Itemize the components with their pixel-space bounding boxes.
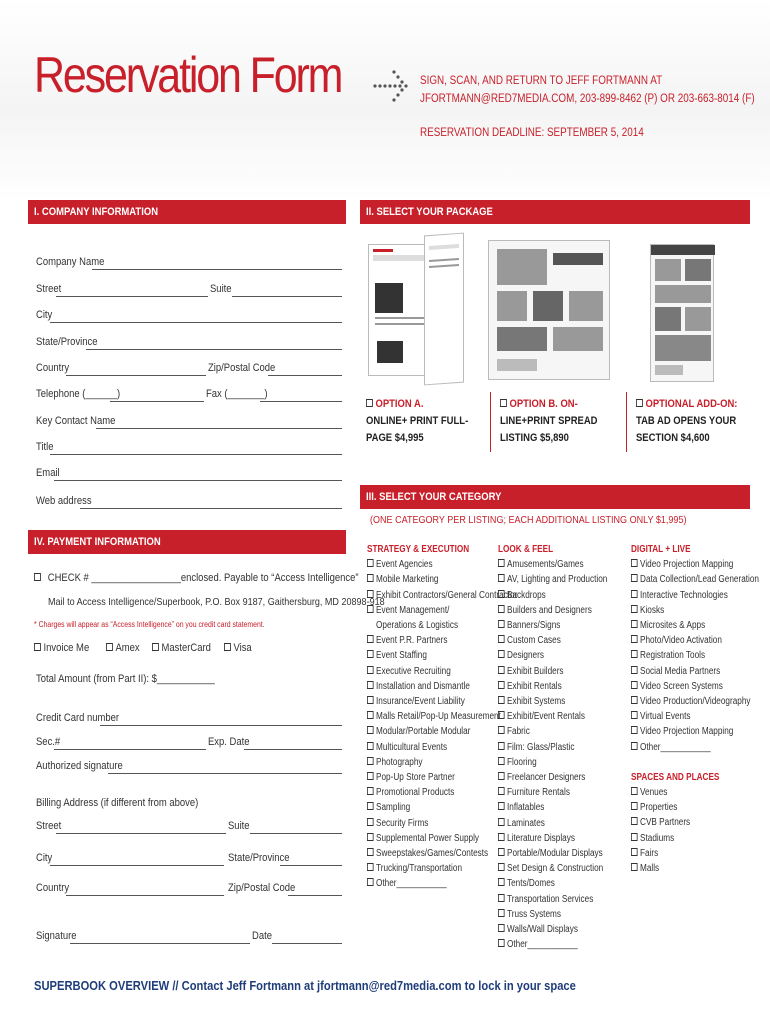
category-item[interactable] bbox=[367, 679, 517, 694]
checkbox-icon[interactable] bbox=[631, 635, 638, 643]
category-item[interactable] bbox=[631, 815, 759, 830]
option-add-on[interactable]: OPTIONAL ADD-ON: TAB AD OPENS YOUR SECTION $4,600 bbox=[636, 398, 738, 444]
checkbox-icon[interactable] bbox=[367, 863, 374, 871]
category-item[interactable] bbox=[367, 648, 517, 663]
category-item[interactable] bbox=[498, 557, 607, 572]
dotted-arrow-icon bbox=[372, 66, 412, 106]
checkbox-icon[interactable] bbox=[367, 848, 374, 856]
category-item-label: Backdrops bbox=[507, 589, 546, 601]
category-item[interactable] bbox=[498, 709, 607, 724]
category-item[interactable] bbox=[631, 633, 759, 648]
checkbox-icon[interactable] bbox=[498, 574, 505, 582]
checkbox-icon[interactable] bbox=[636, 399, 643, 407]
category-item[interactable] bbox=[498, 633, 607, 648]
checkbox-icon[interactable] bbox=[152, 643, 159, 651]
web-address-field[interactable]: Web address bbox=[36, 495, 342, 509]
category-item-label: Executive Recruiting bbox=[376, 665, 451, 677]
category-item[interactable] bbox=[631, 588, 759, 603]
billing-address-label: Billing Address (if different from above) bbox=[36, 797, 199, 809]
checkbox-icon[interactable] bbox=[366, 399, 373, 407]
category-item-label: Interactive Technologies bbox=[640, 589, 728, 601]
category-item-label: Custom Cases bbox=[507, 635, 561, 647]
category-item[interactable] bbox=[631, 557, 759, 572]
category-item[interactable] bbox=[367, 664, 517, 679]
page-title: Reservation Form bbox=[34, 47, 342, 103]
checkbox-icon[interactable] bbox=[367, 726, 374, 734]
option-a[interactable]: OPTION A. ONLINE+ PRINT FULL- PAGE $4,995 bbox=[366, 398, 469, 444]
checkbox-icon[interactable] bbox=[367, 650, 374, 658]
checkbox-icon[interactable] bbox=[498, 848, 505, 856]
category-item-label: Event Staffing bbox=[376, 650, 427, 662]
category-item-label: Modular/Portable Modular bbox=[376, 726, 471, 738]
category-item-label: Pop-Up Store Partner bbox=[376, 772, 455, 784]
authorized-signature-field[interactable]: Authorized signature bbox=[36, 760, 342, 774]
category-item[interactable] bbox=[498, 679, 607, 694]
checkbox-icon[interactable] bbox=[631, 817, 638, 825]
category-item-label: Multicultural Events bbox=[376, 741, 448, 753]
add-on-preview-image bbox=[650, 244, 714, 382]
checkbox-icon[interactable] bbox=[498, 605, 505, 613]
category-item[interactable] bbox=[498, 694, 607, 709]
checkbox-icon[interactable] bbox=[498, 909, 505, 917]
checkbox-icon[interactable] bbox=[498, 863, 505, 871]
option-b-preview-image bbox=[488, 240, 610, 380]
country-zip-field[interactable]: Country Zip/Postal Code bbox=[36, 362, 342, 376]
checkbox-icon[interactable] bbox=[498, 802, 505, 810]
category-item[interactable] bbox=[367, 831, 517, 846]
city-field[interactable]: City bbox=[36, 309, 342, 323]
checkbox-icon[interactable] bbox=[367, 742, 374, 750]
telephone-fax-field[interactable]: Telephone (______) Fax (_______) bbox=[36, 388, 342, 402]
category-item-label: Properties bbox=[640, 802, 678, 814]
category-item[interactable] bbox=[367, 876, 517, 891]
category-item-label: Truss Systems bbox=[507, 908, 561, 920]
category-column-look bbox=[498, 542, 631, 952]
category-item-label: CVB Partners bbox=[640, 817, 691, 829]
checkbox-icon[interactable] bbox=[498, 833, 505, 841]
section-company-header: I. COMPANY INFORMATION bbox=[28, 200, 346, 224]
checkbox-icon[interactable] bbox=[498, 757, 505, 765]
visa-option[interactable]: Visa bbox=[224, 642, 256, 654]
checkbox-icon[interactable] bbox=[498, 696, 505, 704]
category-item-label: Photography bbox=[376, 756, 423, 768]
category-item[interactable] bbox=[631, 572, 759, 587]
category-item-label: Other___________ bbox=[376, 878, 447, 890]
category-item[interactable] bbox=[498, 876, 607, 891]
category-item-label: Promotional Products bbox=[376, 787, 455, 799]
category-item[interactable] bbox=[631, 800, 759, 815]
checkbox-icon[interactable] bbox=[498, 924, 505, 932]
category-item-label: Supplemental Power Supply bbox=[376, 832, 480, 844]
category-item-label: Freelancer Designers bbox=[507, 772, 586, 784]
category-item[interactable] bbox=[498, 846, 607, 861]
category-item-label: Photo/Video Activation bbox=[640, 635, 722, 647]
checkbox-icon[interactable] bbox=[498, 939, 505, 947]
category-item-label: Exhibit Builders bbox=[507, 665, 564, 677]
category-item-label: Installation and Dismantle bbox=[376, 680, 470, 692]
category-item-label: Malls bbox=[640, 863, 660, 875]
credit-card-number-field[interactable]: Credit Card number bbox=[36, 712, 342, 726]
category-item[interactable] bbox=[367, 800, 517, 815]
billing-street-field[interactable]: Street Suite bbox=[36, 820, 342, 834]
option-b[interactable]: OPTION B. ON- LINE+PRINT SPREAD LISTING $5,890 bbox=[500, 398, 598, 444]
category-item[interactable] bbox=[367, 724, 517, 739]
category-item[interactable] bbox=[498, 603, 607, 618]
checkbox-icon[interactable] bbox=[631, 787, 638, 795]
checkbox-icon[interactable] bbox=[367, 681, 374, 689]
sec-exp-field[interactable]: Sec.# Exp. Date bbox=[36, 736, 342, 750]
checkbox-icon[interactable] bbox=[631, 605, 638, 613]
street-field[interactable]: Street Suite bbox=[36, 283, 342, 297]
checkbox-icon[interactable] bbox=[224, 643, 231, 651]
category-item[interactable] bbox=[367, 633, 517, 648]
category-item-label: Exhibit Systems bbox=[507, 696, 566, 708]
checkbox-icon[interactable] bbox=[498, 620, 505, 628]
category-column-digital bbox=[631, 542, 770, 876]
option-a-preview-back bbox=[424, 233, 464, 386]
checkbox-icon[interactable] bbox=[631, 848, 638, 856]
checkbox-icon[interactable] bbox=[498, 650, 505, 658]
checkbox-icon[interactable] bbox=[631, 802, 638, 810]
checkbox-icon[interactable] bbox=[631, 666, 638, 674]
checkbox-icon[interactable] bbox=[498, 590, 505, 598]
category-item-label: Laminates bbox=[507, 817, 545, 829]
checkbox-icon[interactable] bbox=[498, 666, 505, 674]
category-item[interactable] bbox=[631, 664, 759, 679]
key-contact-field[interactable]: Key Contact Name bbox=[36, 415, 342, 429]
checkbox-icon[interactable] bbox=[631, 681, 638, 689]
checkbox-icon[interactable] bbox=[367, 833, 374, 841]
checkbox-icon[interactable] bbox=[367, 696, 374, 704]
category-item[interactable] bbox=[367, 770, 517, 785]
checkbox-icon[interactable] bbox=[367, 757, 374, 765]
email-field[interactable]: Email bbox=[36, 467, 342, 481]
category-item[interactable] bbox=[498, 572, 607, 587]
checkbox-icon[interactable] bbox=[367, 818, 374, 826]
category-item[interactable] bbox=[631, 724, 759, 739]
category-item-label: Fabric bbox=[507, 726, 530, 738]
checkbox-icon[interactable] bbox=[631, 650, 638, 658]
checkbox-icon[interactable] bbox=[367, 772, 374, 780]
category-item[interactable] bbox=[367, 785, 517, 800]
instructions: SIGN, SCAN, AND RETURN TO JEFF FORTMANN AT JFORTMANN@RED7MEDIA.COM, 203-899-8462 (P) OR 203-663-8014 (F) bbox=[420, 75, 755, 105]
category-item[interactable] bbox=[631, 694, 759, 709]
category-item-label: Video Production/Videography bbox=[640, 696, 751, 708]
charges-note: * Charges will appear as “Access Intelligence” on you credit card statement. bbox=[34, 620, 265, 629]
category-item[interactable] bbox=[631, 861, 759, 876]
category-item[interactable] bbox=[498, 740, 607, 755]
category-item-label: Registration Tools bbox=[640, 650, 706, 662]
category-item-label: Designers bbox=[507, 650, 544, 662]
category-item[interactable] bbox=[498, 618, 607, 633]
category-item-label: Transportation Services bbox=[507, 893, 594, 905]
category-item[interactable] bbox=[498, 831, 607, 846]
checkbox-icon[interactable] bbox=[367, 635, 374, 643]
category-item-label: Venues bbox=[640, 787, 668, 799]
category-item[interactable] bbox=[498, 724, 607, 739]
category-item-label: Video Projection Mapping bbox=[640, 726, 734, 738]
checkbox-icon[interactable] bbox=[631, 696, 638, 704]
section-category-header: III. SELECT YOUR CATEGORY bbox=[360, 485, 750, 509]
category-item-label: Banners/Signs bbox=[507, 620, 561, 632]
category-item-label: Event Management/ bbox=[376, 604, 450, 616]
category-heading: LOOK & FEEL bbox=[498, 544, 554, 555]
category-item-label: Literature Displays bbox=[507, 832, 575, 844]
category-item-label: Video Projection Mapping bbox=[640, 559, 734, 571]
category-item-label: Insurance/Event Liability bbox=[376, 696, 465, 708]
category-item-label: Set Design & Construction bbox=[507, 863, 604, 875]
billing-city-field[interactable]: City State/Province bbox=[36, 852, 342, 866]
category-item-label: Film: Glass/Plastic bbox=[507, 741, 575, 753]
category-item-label: Mobile Marketing bbox=[376, 574, 439, 586]
company-name-field[interactable]: Company Name bbox=[36, 256, 342, 270]
category-item-label: Fairs bbox=[640, 847, 659, 859]
checkbox-icon[interactable] bbox=[498, 772, 505, 780]
category-item[interactable] bbox=[498, 770, 607, 785]
section-package-header: II. SELECT YOUR PACKAGE bbox=[360, 200, 750, 224]
category-item[interactable] bbox=[631, 679, 759, 694]
category-item[interactable] bbox=[498, 922, 607, 937]
category-item-label: Stadiums bbox=[640, 832, 675, 844]
category-item[interactable] bbox=[367, 755, 517, 770]
category-item[interactable] bbox=[631, 648, 759, 663]
category-item-label: Kiosks bbox=[640, 604, 665, 616]
category-item[interactable] bbox=[631, 709, 759, 724]
checkbox-icon[interactable] bbox=[106, 643, 113, 651]
category-item[interactable] bbox=[631, 740, 759, 755]
category-item-label: Malls Retail/Pop-Up Measurement bbox=[376, 711, 501, 723]
checkbox-icon[interactable] bbox=[631, 574, 638, 582]
category-item[interactable] bbox=[498, 861, 607, 876]
category-item[interactable] bbox=[367, 557, 517, 572]
amex-option[interactable]: Amex bbox=[106, 642, 145, 654]
category-item-label: Walls/Wall Displays bbox=[507, 924, 578, 936]
category-item[interactable] bbox=[498, 588, 607, 603]
category-item bbox=[367, 618, 517, 633]
category-item-label: Sweepstakes/Games/Contests bbox=[376, 848, 489, 860]
billing-country-zip-field[interactable]: Country Zip/Postal Code bbox=[36, 882, 342, 896]
category-item[interactable] bbox=[498, 816, 607, 831]
checkbox-icon[interactable] bbox=[34, 643, 41, 651]
checkbox-icon[interactable] bbox=[367, 802, 374, 810]
category-item[interactable] bbox=[367, 846, 517, 861]
checkbox-icon[interactable] bbox=[498, 635, 505, 643]
category-item-label: Furniture Rentals bbox=[507, 787, 570, 799]
checkbox-icon[interactable] bbox=[34, 573, 41, 581]
category-item[interactable] bbox=[498, 785, 607, 800]
category-item[interactable] bbox=[498, 937, 607, 952]
category-item-label: Virtual Events bbox=[640, 711, 691, 723]
category-item-label: Event P.R. Partners bbox=[376, 635, 448, 647]
category-item-label: Social Media Partners bbox=[640, 665, 721, 677]
checkbox-icon[interactable] bbox=[498, 742, 505, 750]
checkbox-icon[interactable] bbox=[631, 590, 638, 598]
category-item[interactable] bbox=[367, 694, 517, 709]
footer-contact: SUPERBOOK OVERVIEW // Contact Jeff Fortmann at jfortmann@red7media.com to lock in your space bbox=[34, 978, 576, 993]
checkbox-icon[interactable] bbox=[631, 863, 638, 871]
checkbox-icon[interactable] bbox=[367, 711, 374, 719]
category-item-label: Event Agencies bbox=[376, 559, 433, 571]
signature-date-field[interactable]: Signature Date bbox=[36, 930, 342, 944]
category-item-label: Tents/Domes bbox=[507, 878, 555, 890]
category-item-label: Data Collection/Lead Generation bbox=[640, 574, 759, 586]
checkbox-icon[interactable] bbox=[631, 620, 638, 628]
category-note: (ONE CATEGORY PER LISTING; EACH ADDITIONAL LISTING ONLY $1,995) bbox=[370, 514, 687, 526]
checkbox-icon[interactable] bbox=[498, 559, 505, 567]
mail-address: Mail to Access Intelligence/Superbook, P.O. Box 9187, Gaithersburg, MD 20898-918 bbox=[48, 596, 385, 608]
checkbox-icon[interactable] bbox=[498, 711, 505, 719]
category-item[interactable] bbox=[631, 603, 759, 618]
invoice-option[interactable]: Invoice Me bbox=[34, 642, 98, 654]
category-item[interactable] bbox=[498, 648, 607, 663]
checkbox-icon[interactable] bbox=[631, 833, 638, 841]
category-item[interactable] bbox=[367, 740, 517, 755]
category-item-label: Trucking/Transportation bbox=[376, 863, 463, 875]
mastercard-option[interactable]: MasterCard bbox=[152, 642, 220, 654]
category-item-label: Portable/Modular Displays bbox=[507, 848, 603, 860]
checkbox-icon[interactable] bbox=[631, 711, 638, 719]
category-item[interactable] bbox=[631, 846, 759, 861]
category-item-label: Microsites & Apps bbox=[640, 620, 706, 632]
category-item-label: Exhibit Contractors/General Contractor bbox=[376, 589, 518, 601]
category-item-label: Security Firms bbox=[376, 817, 429, 829]
category-item[interactable] bbox=[498, 892, 607, 907]
section-payment-header: IV. PAYMENT INFORMATION bbox=[28, 530, 346, 554]
category-item-label: Builders and Designers bbox=[507, 604, 592, 616]
category-item[interactable] bbox=[498, 664, 607, 679]
checkbox-icon[interactable] bbox=[498, 787, 505, 795]
category-item[interactable] bbox=[367, 816, 517, 831]
checkbox-icon[interactable] bbox=[631, 742, 638, 750]
category-item[interactable] bbox=[367, 861, 517, 876]
checkbox-icon[interactable] bbox=[500, 399, 507, 407]
category-item[interactable] bbox=[631, 785, 759, 800]
checkbox-icon[interactable] bbox=[367, 787, 374, 795]
category-item-label: Amusements/Games bbox=[507, 559, 584, 571]
category-item[interactable] bbox=[498, 907, 607, 922]
category-item[interactable] bbox=[631, 618, 759, 633]
checkbox-icon[interactable] bbox=[631, 726, 638, 734]
reservation-deadline: RESERVATION DEADLINE: SEPTEMBER 5, 2014 bbox=[420, 127, 644, 139]
checkbox-icon[interactable] bbox=[367, 666, 374, 674]
category-item-label: Other___________ bbox=[640, 741, 711, 753]
category-item-label: Inflatables bbox=[507, 802, 545, 814]
checkbox-icon[interactable] bbox=[498, 681, 505, 689]
category-item[interactable] bbox=[498, 800, 607, 815]
checkbox-icon[interactable] bbox=[498, 818, 505, 826]
category-item-label: AV, Lighting and Production bbox=[507, 574, 608, 586]
category-item-label: Exhibit/Event Rentals bbox=[507, 711, 585, 723]
checkbox-icon[interactable] bbox=[367, 878, 374, 886]
option-a-preview-image bbox=[368, 244, 430, 376]
checkbox-icon[interactable] bbox=[631, 559, 638, 567]
category-item-label: Video Screen Systems bbox=[640, 680, 723, 692]
title-field[interactable]: Title bbox=[36, 441, 342, 455]
checkbox-icon[interactable] bbox=[498, 894, 505, 902]
category-heading: DIGITAL + LIVE bbox=[631, 544, 691, 555]
checkbox-icon[interactable] bbox=[498, 726, 505, 734]
category-item-label: Exhibit Rentals bbox=[507, 680, 562, 692]
check-option[interactable]: CHECK # _________________enclosed. Payable to “Access Intelligence” bbox=[34, 572, 411, 584]
category-item-label: Sampling bbox=[376, 802, 411, 814]
category-item[interactable] bbox=[631, 831, 759, 846]
category-item[interactable] bbox=[367, 709, 517, 724]
category-item-label: Other___________ bbox=[507, 939, 578, 951]
checkbox-icon[interactable] bbox=[498, 878, 505, 886]
category-item-label: Operations & Logistics bbox=[376, 620, 459, 632]
total-amount-field[interactable]: Total Amount (from Part II): $___________ bbox=[36, 673, 215, 685]
category-item-label: Flooring bbox=[507, 756, 537, 768]
category-heading: SPACES AND PLACES bbox=[631, 771, 720, 783]
state-field[interactable]: State/Province bbox=[36, 336, 342, 350]
checkbox-icon[interactable] bbox=[367, 559, 374, 567]
category-item[interactable] bbox=[498, 755, 607, 770]
category-heading: STRATEGY & EXECUTION bbox=[367, 544, 470, 555]
